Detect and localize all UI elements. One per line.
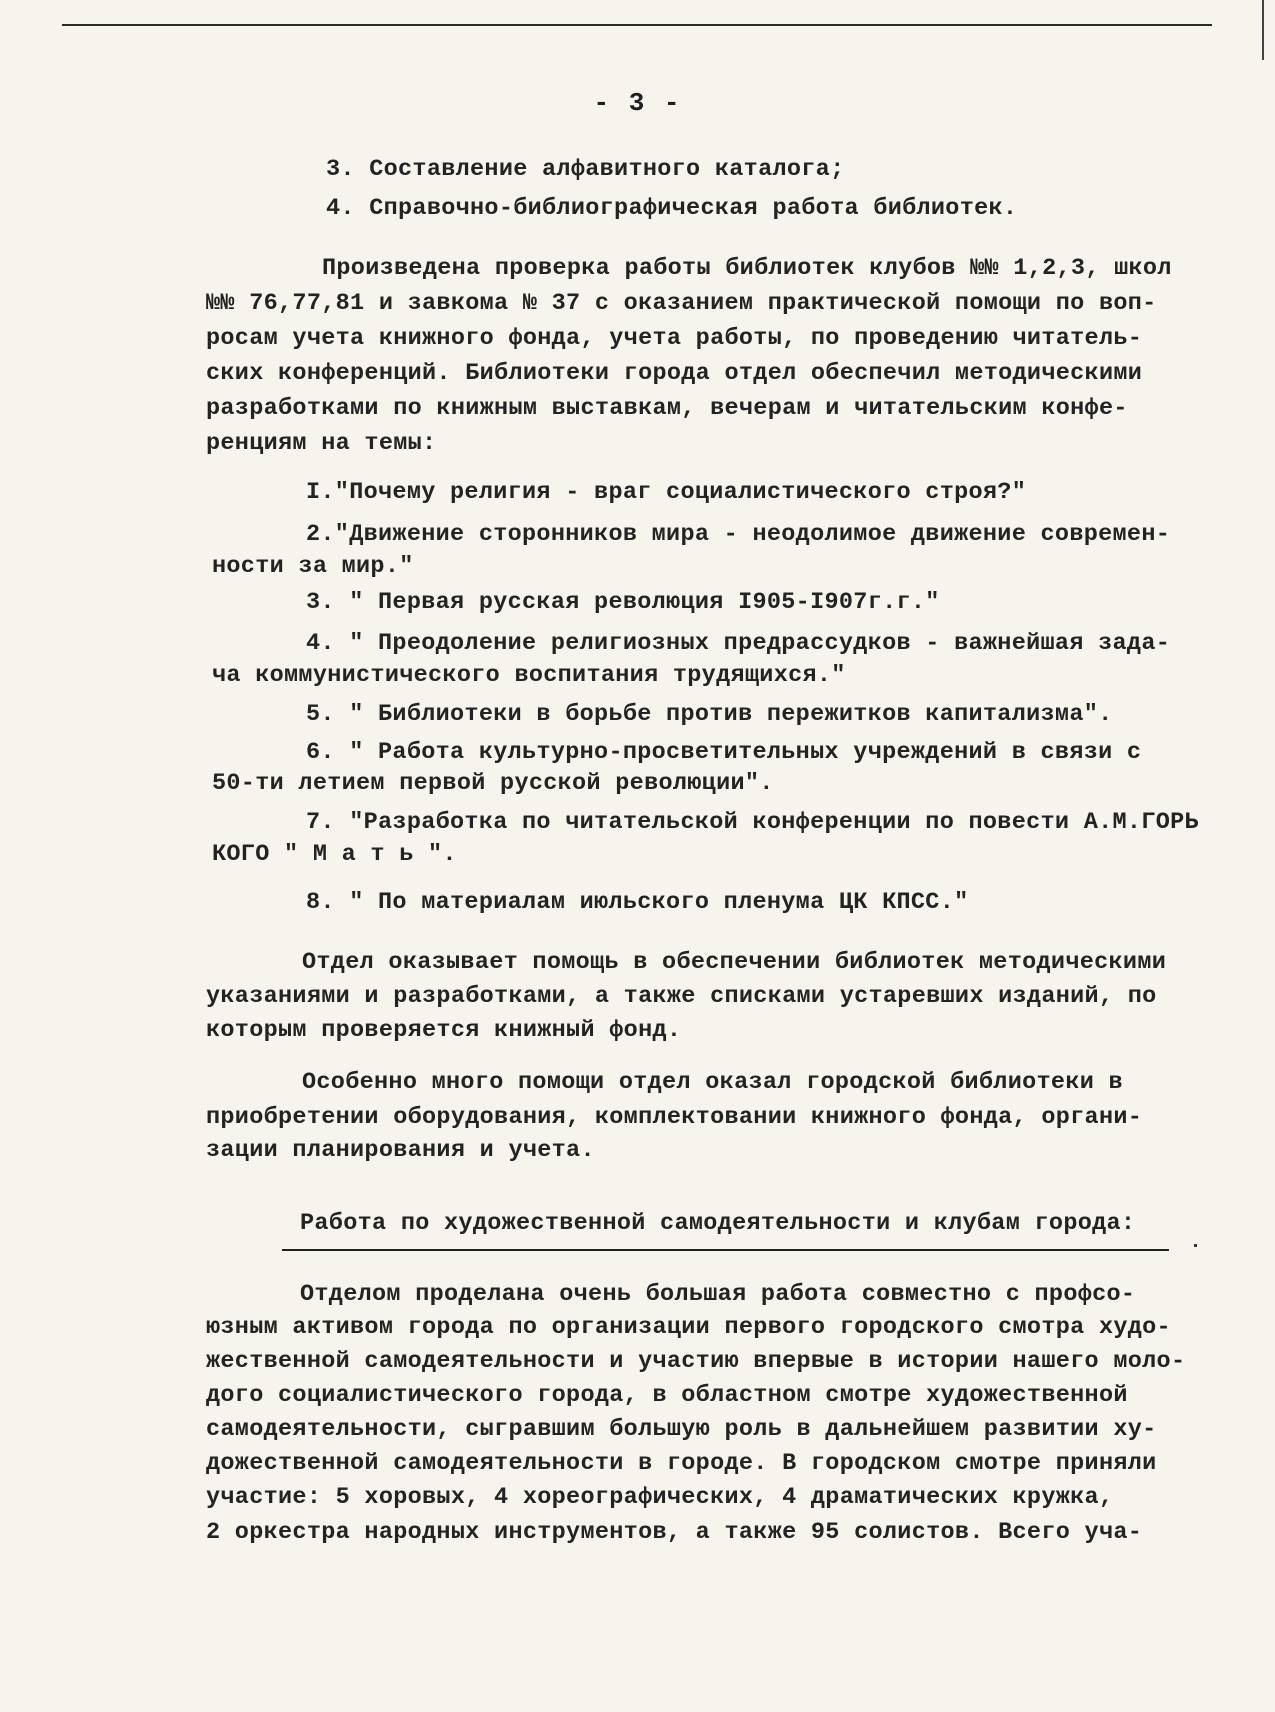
topic-item: I."Почему религия - враг социалистического строя?" bbox=[306, 479, 1027, 506]
topic-item: 4. " Преодоление религиозных предрассудков - важнейшая зада- bbox=[306, 630, 1171, 657]
heading-underline-mark bbox=[1194, 1244, 1197, 1247]
paragraph-line: юзным активом города по организации первого городского смотра худо- bbox=[206, 1314, 1171, 1341]
topic-item: КОГО " М а т ь ". bbox=[212, 841, 457, 868]
topic-item: 5. " Библиотеки в борьбе против пережитков капитализма". bbox=[306, 701, 1113, 728]
paragraph-line: Отделом проделана очень большая работа совместно с профсо- bbox=[300, 1281, 1136, 1308]
paragraph-line: №№ 76,77,81 и завкома № 37 с оказанием практической помощи по воп- bbox=[206, 290, 1157, 317]
paragraph-line: указаниями и разработками, а также списками устаревших изданий, по bbox=[206, 983, 1157, 1010]
paragraph-line: росам учета книжного фонда, учета работы, по проведению читатель- bbox=[206, 325, 1143, 352]
paragraph-line: дого социалистического города, в областном смотре художественной bbox=[206, 1382, 1128, 1409]
page-number: - 3 - bbox=[593, 88, 682, 118]
topic-item: 6. " Работа культурно-просветительных учреждений в связи с bbox=[306, 739, 1142, 766]
topic-item: ности за мир." bbox=[212, 553, 414, 580]
paragraph-line: которым проверяется книжный фонд. bbox=[206, 1017, 682, 1044]
paragraph-line: самодеятельности, сыгравшим большую роль в дальнейшем развитии ху- bbox=[206, 1416, 1157, 1443]
paragraph-line: ренциям на темы: bbox=[206, 430, 437, 457]
list-item: 3. Составление алфавитного каталога; bbox=[326, 156, 845, 183]
paragraph-line: зации планирования и учета. bbox=[206, 1137, 595, 1164]
paragraph-line: разработками по книжным выставкам, вечерам и читательским конфе- bbox=[206, 395, 1128, 422]
paragraph-line: жественной самодеятельности и участию впервые в истории нашего моло- bbox=[206, 1348, 1186, 1375]
paragraph-line: приобретении оборудования, комплектовании книжного фонда, органи- bbox=[206, 1104, 1143, 1131]
top-edge-rule bbox=[62, 24, 1212, 26]
list-item: 4. Справочно-библиографическая работа библиотек. bbox=[326, 195, 1018, 222]
topic-item: 50-ти летием первой русской революции". bbox=[212, 770, 774, 797]
topic-item: 2."Движение сторонников мира - неодолимое движение современ- bbox=[306, 521, 1171, 548]
heading-underline bbox=[282, 1249, 1169, 1251]
paragraph-line: Произведена проверка работы библиотек клубов №№ 1,2,3, школ bbox=[322, 255, 1172, 282]
topic-item: 7. "Разработка по читательской конференции по повести А.М.ГОРЬ bbox=[306, 809, 1199, 836]
paragraph-line: ских конференций. Библиотеки города отдел обеспечил методическими bbox=[206, 360, 1143, 387]
topic-item: ча коммунистического воспитания трудящихся." bbox=[212, 662, 846, 689]
paragraph-line: 2 оркестра народных инструментов, а также 95 солистов. Всего уча- bbox=[206, 1519, 1143, 1546]
paragraph-line: дожественной самодеятельности в городе. В городском смотре приняли bbox=[206, 1450, 1157, 1477]
paragraph-line: Особенно много помощи отдел оказал городской библиотеки в bbox=[302, 1069, 1123, 1096]
topic-item: 3. " Первая русская революция I905-I907г.г." bbox=[306, 589, 940, 616]
section-heading: Работа по художественной самодеятельности и клубам города: bbox=[300, 1210, 1136, 1237]
right-edge-mark bbox=[1262, 0, 1264, 60]
paragraph-line: Отдел оказывает помощь в обеспечении библиотек методическими bbox=[302, 949, 1167, 976]
paragraph-line: участие: 5 хоровых, 4 хореографических, 4 драматических кружка, bbox=[206, 1484, 1114, 1511]
topic-item: 8. " По материалам июльского пленума ЦК КПСС." bbox=[306, 889, 969, 916]
